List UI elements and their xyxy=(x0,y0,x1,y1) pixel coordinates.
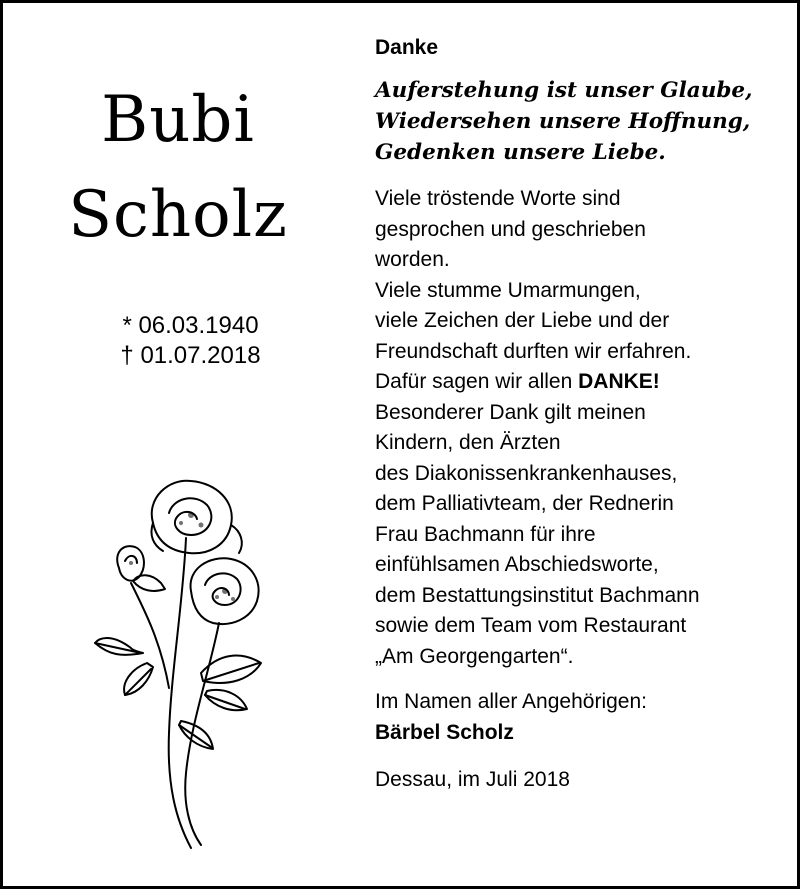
thanks-text: Dafür sagen wir allen xyxy=(375,370,573,393)
body-line: dem Bestattungsinstitut Bachmann xyxy=(375,583,700,607)
deceased-panel xyxy=(3,3,363,892)
body-line: viele Zeichen der Liebe und der xyxy=(375,309,670,332)
body-line: Freundschaft durften wir erfahren. xyxy=(375,339,692,363)
death-date: † 01.07.2018 xyxy=(120,342,261,369)
body-line: worden. xyxy=(375,248,450,271)
body-line: „Am Georgengarten“. xyxy=(375,644,574,668)
message-body xyxy=(375,184,795,672)
notice-heading: Danke xyxy=(375,36,439,59)
spacer xyxy=(375,672,795,687)
body-line: des Diakonissenkrankenhauses, xyxy=(375,461,678,485)
body-line: Viele tröstende Worte sind xyxy=(375,187,621,210)
body-line: Besonderer Dank gilt meinen xyxy=(375,400,646,424)
body-line xyxy=(375,367,795,398)
birth-date: * 06.03.1940 xyxy=(122,312,259,339)
life-dates xyxy=(3,311,378,371)
body-line: einfühlsamen Abschiedsworte, xyxy=(375,553,659,576)
rose-icon xyxy=(91,473,281,853)
thank-you-text xyxy=(375,33,795,796)
first-name: Bubi xyxy=(101,83,255,157)
signatory xyxy=(375,718,795,749)
body-line: gesprochen und geschrieben xyxy=(375,217,646,241)
quote-line: Auferstehung ist unser Glaube, xyxy=(375,78,753,103)
body-line: Frau Bachmann für ihre xyxy=(375,522,596,546)
thanks-emphasis: DANKE! xyxy=(578,370,660,393)
signatory-name: Bärbel Scholz xyxy=(375,720,514,744)
body-line: Kindern, den Ärzten xyxy=(375,431,561,454)
body-line: sowie dem Team vom Restaurant xyxy=(375,614,687,637)
last-name: Scholz xyxy=(68,178,288,252)
quote-block xyxy=(375,75,795,168)
place-date: Dessau, im Juli 2018 xyxy=(375,768,570,791)
family-intro: Im Namen aller Angehörigen: xyxy=(375,690,647,713)
body-line: Viele stumme Umarmungen, xyxy=(375,278,641,302)
spacer xyxy=(375,748,795,765)
quote-line: Gedenken unsere Liebe. xyxy=(375,140,666,165)
quote-line: Wiedersehen unsere Hoffnung, xyxy=(375,109,751,134)
body-line: dem Palliativteam, der Rednerin xyxy=(375,492,674,515)
